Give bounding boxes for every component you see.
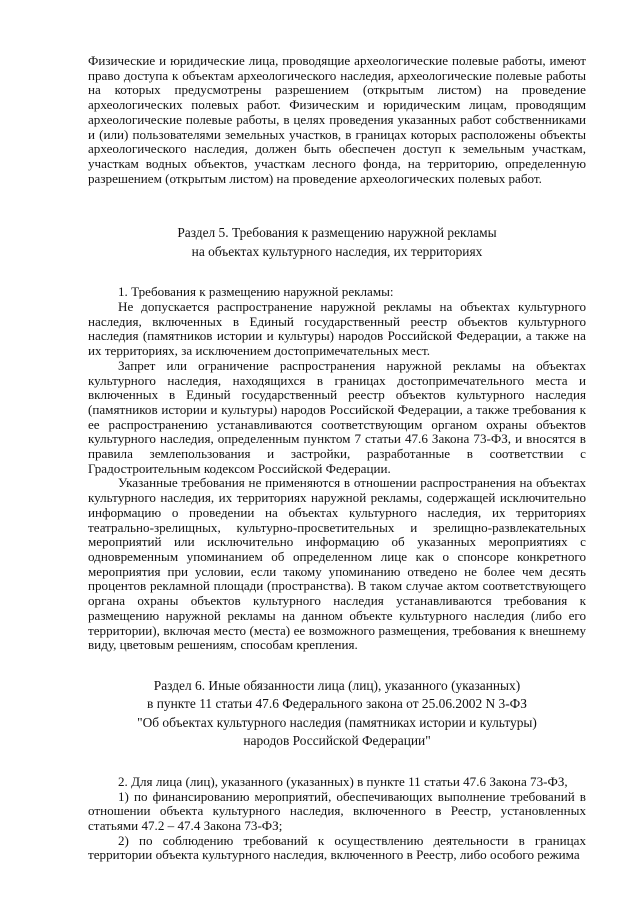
section-5-heading-line-1: Раздел 5. Требования к размещению наружной рекламы (177, 225, 497, 241)
section-spacer (88, 751, 586, 775)
obligation-2: 2) по соблюдению требований к осуществлению деятельности в границах территории объекта культурного наследия, включенного в Реестр, либо особого режима (88, 832, 586, 863)
section-6-heading-line-3: "Об объектах культурного наследия (памятниках истории и культуры) (137, 714, 537, 730)
paragraph-archaeology-access: Физические и юридические лица, проводящие археологические полевые работы, имеют право доступа к объектам археологического наследия, археологические полевые работы на которых предусмотрены разрешением (открытым листом) на проведение археологических полевых работ. Физическим и юридическим лицам, проводящим археологические полевые работы, в целях проведения указанных работ собственниками и (или) пользователями земельных участков, в границах которых расположены объекты археологического наследия, должен быть обеспечен доступ к земельным участкам, участкам водных объектов, участкам лесного фонда, на территорию, определенную разрешением (открытым листом) на проведение археологических полевых работ. (88, 53, 586, 186)
section-6-heading-line-1: Раздел 6. Иные обязанности лица (лиц), указанного (указанных) (153, 677, 521, 693)
section-spacer (88, 653, 586, 677)
section-6-heading (88, 677, 586, 751)
section-5-heading-line-2: на объектах культурного наследия, их территориях (191, 243, 483, 259)
section-6-heading-line-4: народов Российской Федерации" (243, 733, 431, 749)
paragraph-advertising-ban: Не допускается распространение наружной рекламы на объектах культурного наследия, включенных в Единый государственный реестр объектов культурного наследия (памятников истории и культуры) народов Российской Федерации, а также на их территориях, за исключением достопримечательных мест. (88, 299, 586, 359)
section-spacer (88, 186, 586, 224)
item-2-title: 2. Для лица (лиц), указанного (указанных) в пункте 11 статьи 47.6 Закона 73-ФЗ, (118, 773, 568, 789)
paragraph-exceptions: Указанные требования не применяются в отношении распространения на объектах культурного наследия, их территориях наружной рекламы, содержащей исключительно информацию о проведении на объектах культурного наследия, их территориях театрально-зрелищных, культурно-просветительных и зрелищно-развлекательных мероприятий или исключительно информацию об указанных мероприятиях с одновременным упоминанием об определенном лице как о спонсоре конкретного мероприятия при условии, если такому упоминанию отведено не более чем десять процентов рекламной площади (пространства). В таком случае актом соответствующего органа охраны объектов культурного наследия устанавливаются требования к размещению наружной рекламы на данном объекте культурного наследия (либо его территории), включая место (места) ее возможного размещения, требования к внешнему виду, цветовым решениям, способам крепления. (88, 475, 586, 653)
item-1-title: 1. Требования к размещению наружной рекламы: (118, 284, 394, 300)
section-spacer (88, 261, 586, 285)
paragraph-ban-or-restriction: Запрет или ограничение распространения наружной рекламы на объектах культурного наследия, находящихся в границах достопримечательного места и включенных в Единый государственный реестр объектов культурного наследия (памятников истории и культуры) народов Российской Федерации, а также требования к ее распространению устанавливаются соответствующим органом охраны объектов культурного наследия, определенным пунктом 7 статьи 47.6 Закона 73-ФЗ, и вносятся в правила землепользования и застройки, разработанные в соответствии с Градостроительным кодексом Российской Федерации. (88, 357, 586, 476)
section-5-heading (88, 224, 586, 261)
section-6-heading-line-2: в пункте 11 статьи 47.6 Федерального закона от 25.06.2002 N 3-ФЗ (147, 696, 527, 712)
obligation-1: 1) по финансированию мероприятий, обеспечивающих выполнение требований в отношении объекта культурного наследия, включенного в Реестр, установленных статьями 47.2 – 47.4 Закона 73-ФЗ; (88, 788, 586, 834)
